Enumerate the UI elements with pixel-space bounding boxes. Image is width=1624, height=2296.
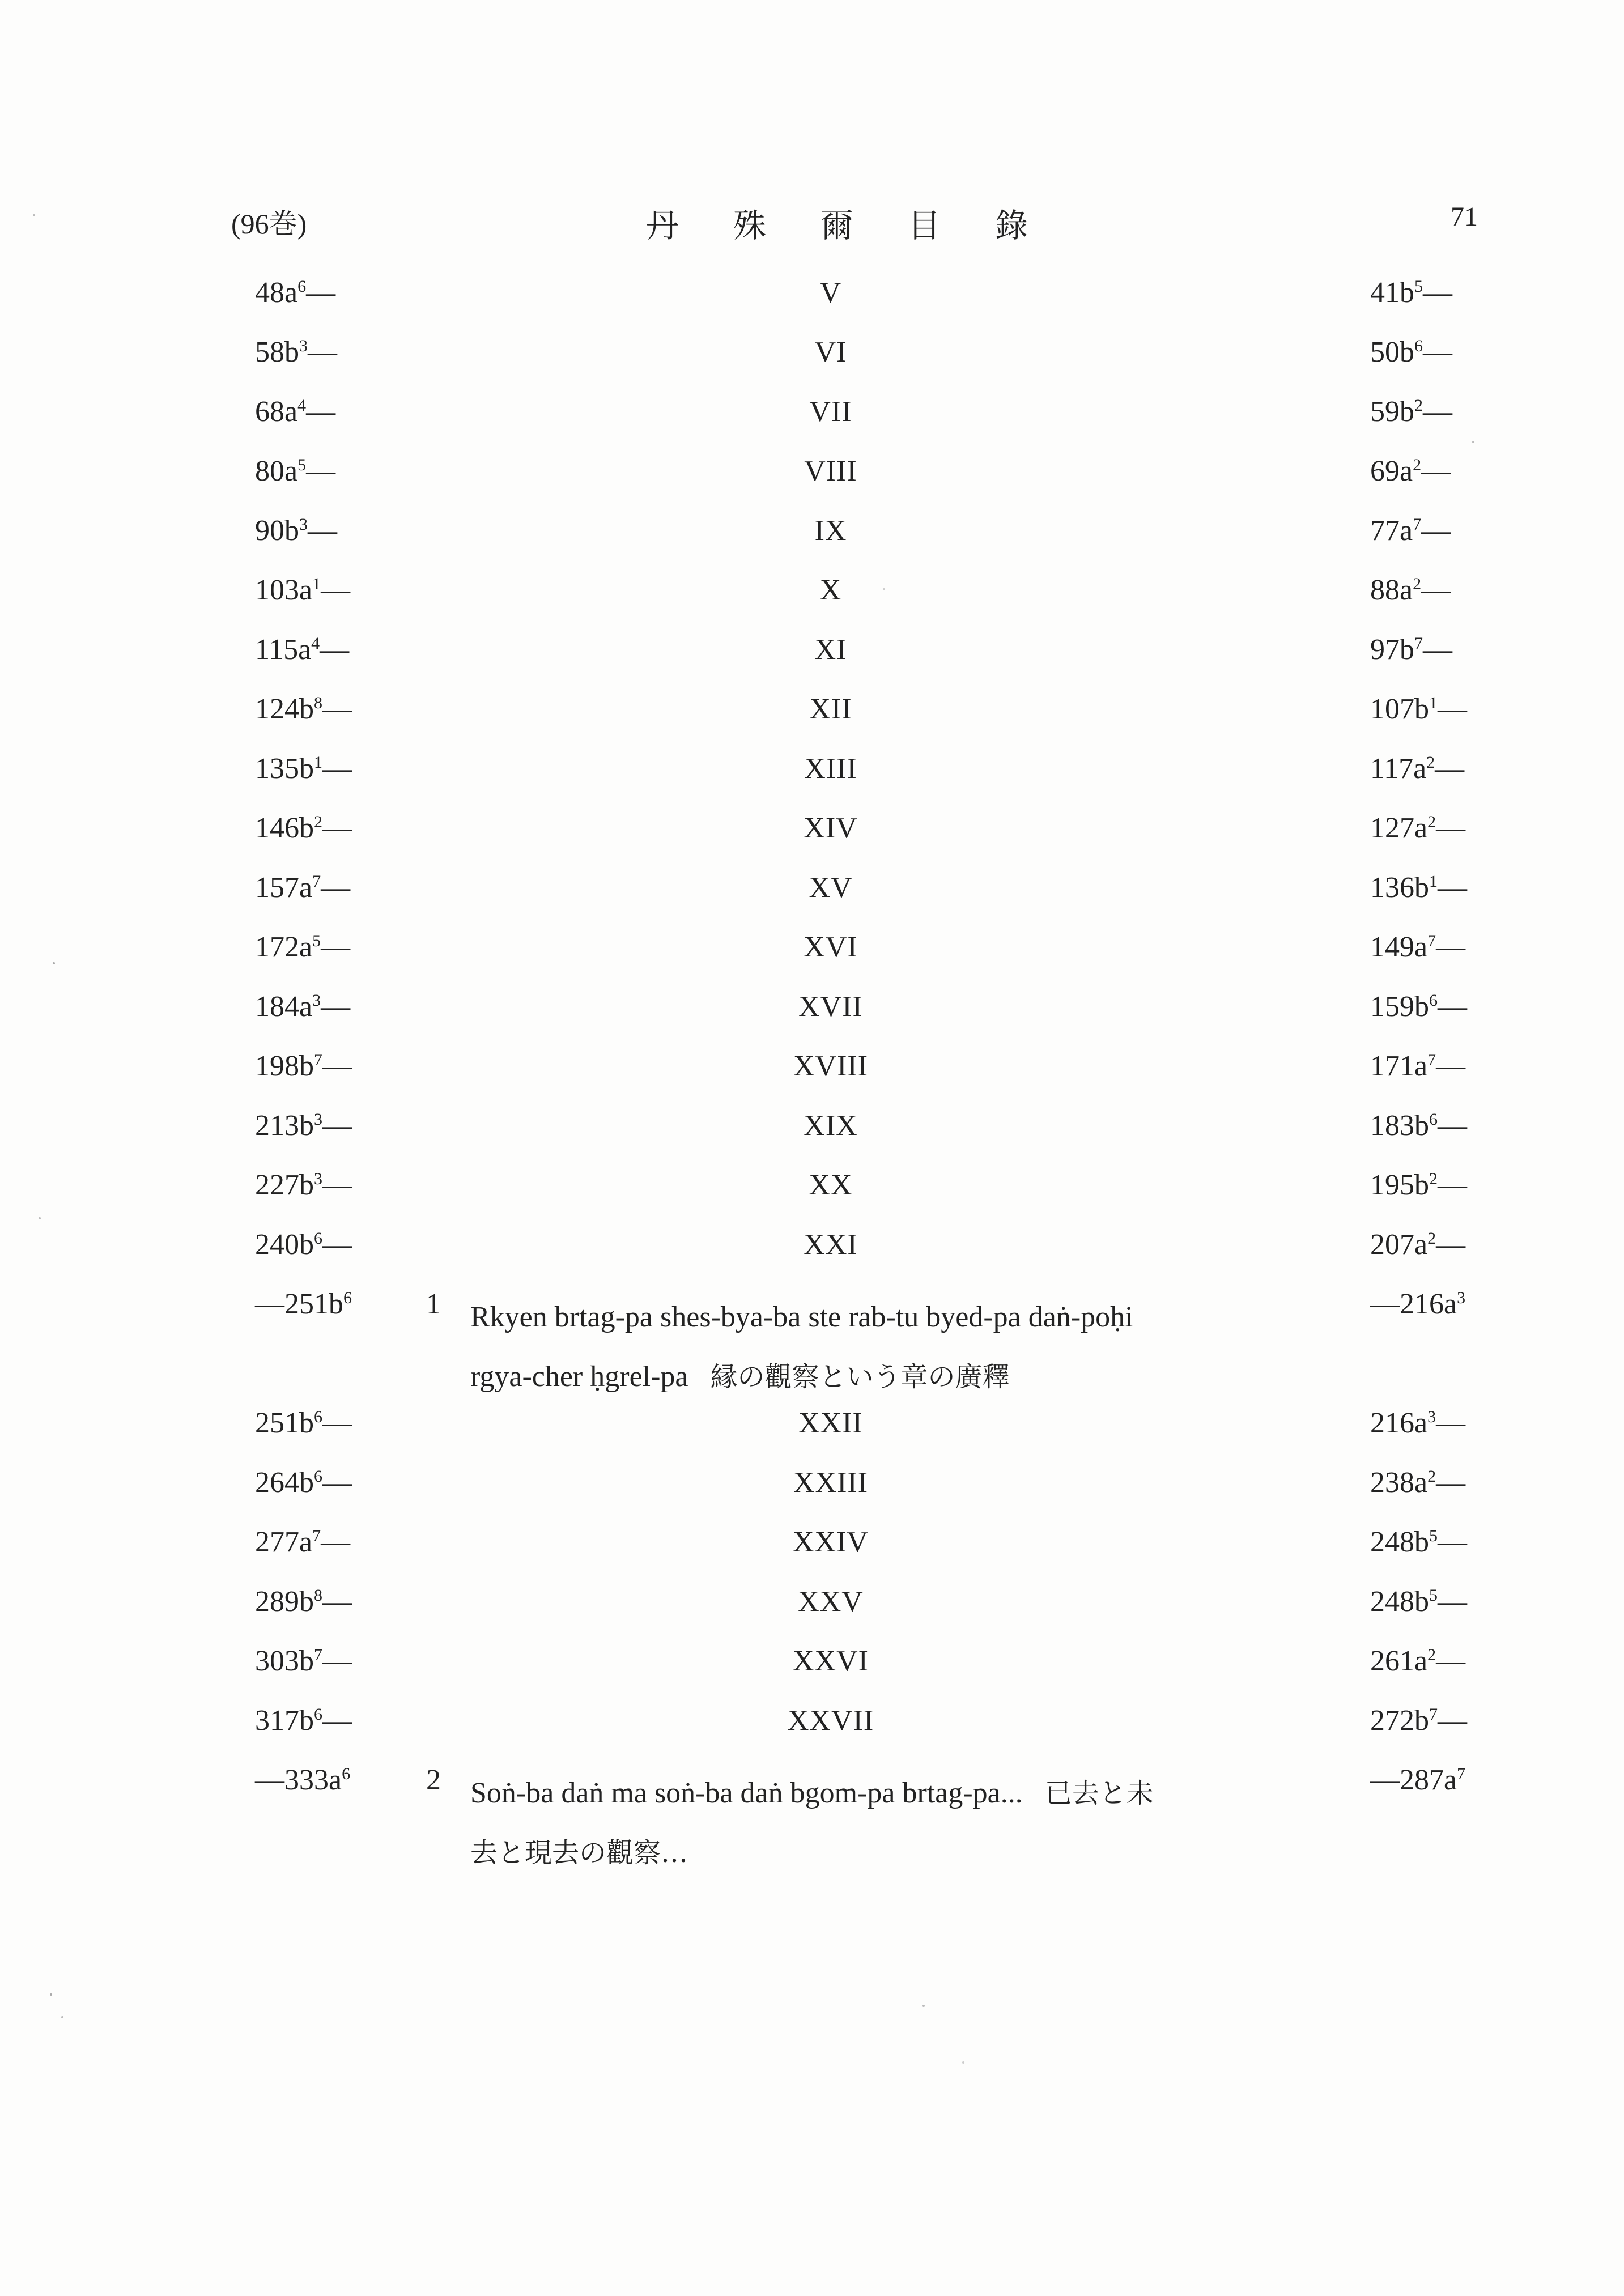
folio-end: $207a^2—$ <box>1370 1228 1466 1261</box>
entry-japanese-translation: 已去と未 <box>1044 1778 1154 1809</box>
chapter-numeral: XVIII <box>793 1050 869 1082</box>
folio-start: $240b^6—$ <box>255 1228 352 1261</box>
folio-start: $68a^4—$ <box>255 396 336 428</box>
folio-start: $303b^7—$ <box>255 1645 352 1677</box>
chapter-numeral: XXIII <box>793 1466 869 1499</box>
volume-label: (96巻) <box>231 208 307 240</box>
chapter-numeral: XX <box>809 1169 853 1201</box>
chapter-numeral: XIV <box>804 812 858 844</box>
entry-start-folio: $—333a^6$ <box>255 1764 351 1796</box>
entry-japanese-translation: 縁の觀察という章の廣釋 <box>710 1361 1010 1393</box>
entry-title-line: Rkyen brtag-pa shes-bya-ba ste rab-tu byed-pa daṅ-poḥi <box>470 1301 1133 1333</box>
folio-start: $146b^2—$ <box>255 812 352 844</box>
title-char: 錄 <box>995 206 1028 245</box>
folio-end: $97b^7—$ <box>1370 633 1452 666</box>
chapter-numeral: XXVII <box>787 1704 874 1737</box>
chapter-numeral: VII <box>809 396 852 428</box>
chapter-numeral: XXIV <box>793 1526 869 1558</box>
folio-start: $157a^7—$ <box>255 871 351 904</box>
folio-end: $248b^5—$ <box>1370 1526 1467 1558</box>
folio-end: $149a^7—$ <box>1370 931 1466 963</box>
folio-start: $184a^3—$ <box>255 990 351 1023</box>
title-char: 目 <box>908 206 941 245</box>
folio-start: $289b^8—$ <box>255 1585 352 1618</box>
entry-title-line: rgya-cher ḥgrel-pa 縁の觀察という章の廣釋 <box>470 1360 1010 1393</box>
folio-end: $59b^2—$ <box>1370 396 1452 428</box>
chapter-numeral: IX <box>814 515 847 547</box>
chapter-numeral: XV <box>809 871 853 904</box>
folio-end: $183b^6—$ <box>1370 1109 1467 1142</box>
entry-end-folio: $—216a^3$ <box>1370 1288 1466 1320</box>
folio-end: $41b^5—$ <box>1370 277 1452 309</box>
chapter-numeral: XXVI <box>793 1645 869 1677</box>
folio-start: $103a^1—$ <box>255 574 351 606</box>
folio-end: $261a^2—$ <box>1370 1645 1466 1677</box>
folio-end: $50b^6—$ <box>1370 336 1452 368</box>
entry-number: 2 <box>426 1764 441 1796</box>
folio-start: $48a^6—$ <box>255 277 336 309</box>
chapter-numeral: V <box>819 277 842 309</box>
entry-title-line: 去と現去の觀察… <box>470 1837 688 1869</box>
chapter-numeral: XXII <box>798 1407 863 1439</box>
chapter-numeral: XVI <box>804 931 858 963</box>
folio-end: $88a^2—$ <box>1370 574 1451 606</box>
title-char: 爾 <box>820 206 854 245</box>
entry-title-line: Soṅ-ba daṅ ma soṅ-ba daṅ bgom-pa brtag-pa... 已去と未 <box>470 1777 1154 1809</box>
folio-start: $90b^3—$ <box>255 515 337 547</box>
folio-end: $248b^5—$ <box>1370 1585 1467 1618</box>
folio-end: $171a^7—$ <box>1370 1050 1466 1082</box>
folio-start: $115a^4—$ <box>255 633 350 666</box>
chapter-numeral: XII <box>809 693 852 725</box>
entry-start-folio: $—251b^6$ <box>255 1288 352 1320</box>
chapter-numeral: VIII <box>804 455 857 487</box>
folio-end: $127a^2—$ <box>1370 812 1466 844</box>
folio-start: $172a^5—$ <box>255 931 351 963</box>
chapter-numeral: XIII <box>804 752 857 785</box>
folio-start: $251b^6—$ <box>255 1407 352 1439</box>
folio-end: $238a^2—$ <box>1370 1466 1466 1499</box>
folio-start: $58b^3—$ <box>255 336 337 368</box>
folio-end: $136b^1—$ <box>1370 871 1467 904</box>
folio-end: $159b^6—$ <box>1370 990 1467 1023</box>
entry-number: 1 <box>426 1288 441 1320</box>
folio-start: $227b^3—$ <box>255 1169 352 1201</box>
chapter-numeral: X <box>819 574 842 606</box>
folio-start: $277a^7—$ <box>255 1526 351 1558</box>
folio-start: $124b^8—$ <box>255 693 352 725</box>
chapter-numeral: XI <box>814 633 847 666</box>
folio-start: $80a^5—$ <box>255 455 336 487</box>
chapter-numeral: XXV <box>798 1585 864 1618</box>
folio-end: $272b^7—$ <box>1370 1704 1467 1737</box>
folio-start: $213b^3—$ <box>255 1109 352 1142</box>
folio-end: $216a^3—$ <box>1370 1407 1466 1439</box>
folio-end: $195b^2—$ <box>1370 1169 1467 1201</box>
chapter-numeral: XVII <box>798 990 863 1023</box>
page-number: 71 <box>1451 202 1478 232</box>
folio-end: $69a^2—$ <box>1370 455 1451 487</box>
entry-end-folio: $—287a^7$ <box>1370 1764 1466 1796</box>
title-char: 殊 <box>733 206 767 245</box>
folio-end: $117a^2—$ <box>1370 752 1465 785</box>
chapter-numeral: XXI <box>804 1228 858 1261</box>
folio-end: $77a^7—$ <box>1370 515 1451 547</box>
chapter-numeral: VI <box>814 336 847 368</box>
folio-end: $107b^1—$ <box>1370 693 1467 725</box>
folio-start: $264b^6—$ <box>255 1466 352 1499</box>
chapter-numeral: XIX <box>804 1109 858 1142</box>
folio-start: $317b^6—$ <box>255 1704 352 1737</box>
folio-start: $135b^1—$ <box>255 752 352 785</box>
title-char: 丹 <box>646 206 679 245</box>
folio-start: $198b^7—$ <box>255 1050 352 1082</box>
